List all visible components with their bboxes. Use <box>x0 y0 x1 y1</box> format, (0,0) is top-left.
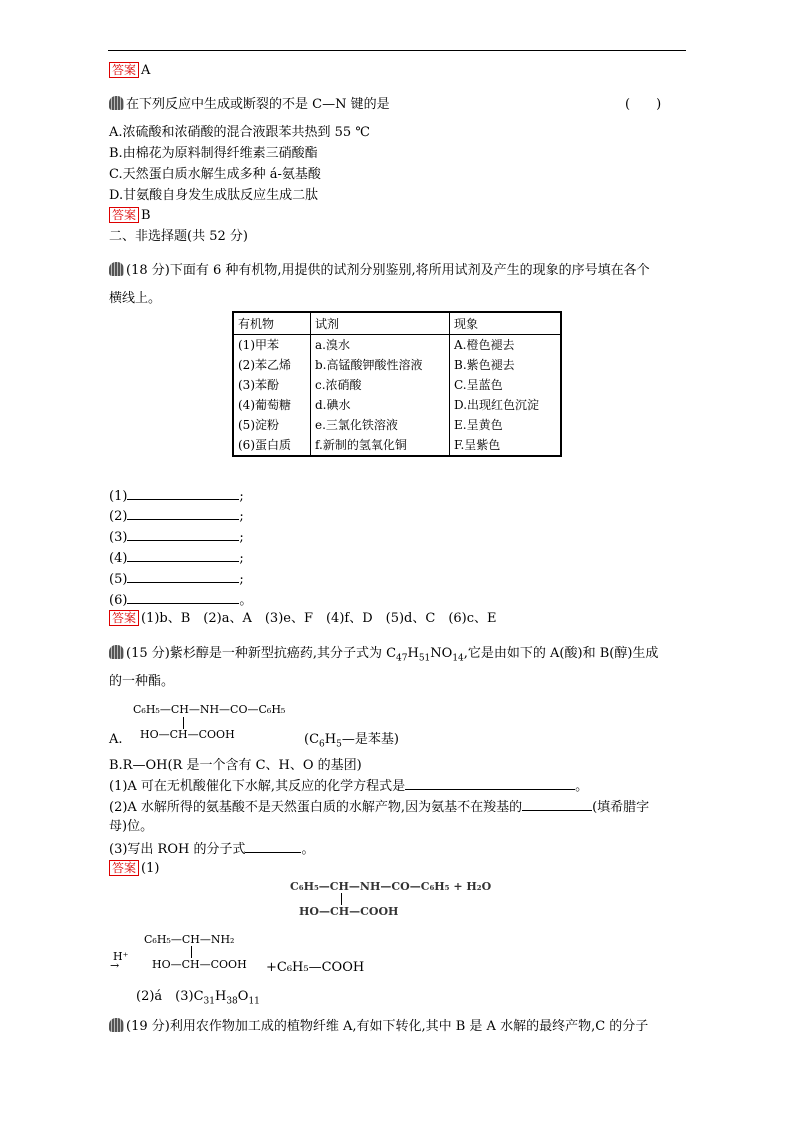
q2-answer-value: B <box>141 208 151 223</box>
question-icon <box>109 262 124 276</box>
question-icon <box>109 1018 124 1032</box>
table-cell: (5)淀粉 <box>233 415 311 435</box>
answer-tag: 答案 <box>109 207 139 223</box>
q4-answer-2-3 <box>136 988 260 1011</box>
q4-sub1 <box>109 777 588 796</box>
formula-part: H <box>214 989 227 1004</box>
q4-sub3 <box>109 840 314 859</box>
table-cell: (6)蛋白质 <box>233 435 311 456</box>
arrow-icon: → <box>110 959 120 972</box>
note-part: —是苯基) <box>341 732 399 747</box>
table-row <box>233 415 561 435</box>
table-row <box>233 435 561 456</box>
q2-option-d: D.甘氨酸自身发生成肽反应生成二肽 <box>109 188 319 203</box>
reaction-arrow-label: H⁺ <box>113 950 129 963</box>
answer-blank-5[interactable] <box>109 570 244 589</box>
header-rule <box>108 50 686 51</box>
ans-struct2-bottom: HO—CH—COOH <box>152 958 247 971</box>
blank-line[interactable] <box>405 777 575 790</box>
q1-answer <box>109 62 150 80</box>
table-cell: E.呈黄色 <box>454 418 503 432</box>
answer-blank-1[interactable] <box>109 487 244 506</box>
table-cell: b.高锰酸钾酸性溶液 <box>311 355 450 375</box>
subscript: 38 <box>226 996 238 1007</box>
q4-answer <box>109 860 159 878</box>
question-icon <box>109 645 124 659</box>
q3-answer <box>109 610 497 628</box>
table-header-row <box>233 312 561 335</box>
ans-struct1-top: C₆H₅—CH—NH—CO—C₆H₅ + H₂O <box>290 880 492 893</box>
table-cell: c.浓硝酸 <box>311 375 450 395</box>
ans-struct2-top: C₆H₅—CH—NH₂ <box>144 933 235 946</box>
q2-option-b: B.由棉花为原料制得纤维素三硝酸酯 <box>109 146 318 161</box>
phenyl-note <box>304 731 399 754</box>
table-row <box>233 375 561 395</box>
table-header-cell: 现象 <box>450 312 562 335</box>
q3-stem-text: (18 分)下面有 6 种有机物,用提供的试剂分别鉴别,将所用试剂及产生的现象的序号填在各个 <box>126 263 650 278</box>
blank-line[interactable] <box>127 549 239 562</box>
table-row <box>233 355 561 375</box>
blank-line[interactable] <box>522 798 592 811</box>
table-cell: D.出现红色沉淀 <box>454 398 540 412</box>
subscript: 31 <box>203 996 215 1007</box>
q4-answer-label: (1) <box>141 861 160 876</box>
table-header-cell: 有机物 <box>233 312 311 335</box>
q4-stem-text-end: ,它是由如下的 A(酸)和 B(醇)生成 <box>463 646 659 661</box>
blank-line[interactable] <box>127 591 239 604</box>
blank-label: (2) <box>109 509 128 524</box>
table-cell: f.新制的氢氧化铜 <box>311 435 450 456</box>
table-cell: e.三氯化铁溶液 <box>311 415 450 435</box>
blank-line[interactable] <box>127 487 239 500</box>
table-cell: (3)苯酚 <box>233 375 311 395</box>
blank-end: ; <box>239 572 244 587</box>
answer-tag: 答案 <box>109 610 139 626</box>
blank-end: ; <box>239 551 244 566</box>
q5-stem <box>109 1018 648 1036</box>
q4-sub2-text-end: (填希腊字 <box>592 800 650 815</box>
blank-end: ; <box>239 530 244 545</box>
table-header-cell: 试剂 <box>311 312 450 335</box>
option-a-label: A. <box>109 732 123 747</box>
answer-blank-3[interactable] <box>109 528 244 547</box>
blank-end: 。 <box>301 842 315 857</box>
ans-product: +C₆H₅—COOH <box>266 960 365 975</box>
formula-part: O <box>237 989 249 1004</box>
subscript: 47 <box>396 653 408 664</box>
question-icon <box>109 96 124 110</box>
table-cell: C.呈蓝色 <box>454 378 503 392</box>
q3-stem <box>109 262 650 280</box>
q2-stem <box>109 96 390 114</box>
reagent-table <box>232 311 562 457</box>
note-part: H <box>324 732 337 747</box>
q4-sub3-text: (3)写出 ROH 的分子式 <box>109 842 246 857</box>
table-cell: (1)甲苯 <box>233 335 311 356</box>
q2-answer <box>109 207 151 225</box>
blank-label: (4) <box>109 551 128 566</box>
q3-stem-line2: 横线上。 <box>109 291 162 306</box>
subscript: 11 <box>248 996 260 1007</box>
blank-label: (6) <box>109 593 128 608</box>
formula-part: H <box>407 646 419 661</box>
q2-option-a: A.浓硫酸和浓硝酸的混合液跟苯共热到 55 ℃ <box>109 125 370 140</box>
q4-sub2-line2: 母)位。 <box>109 819 154 834</box>
blank-label: (3) <box>109 530 128 545</box>
blank-line[interactable] <box>127 528 239 541</box>
q5-stem-text: (19 分)利用农作物加工成的植物纤维 A,有如下转化,其中 B 是 A 水解的最终产物,C 的分子 <box>126 1019 649 1034</box>
q2-paren: ( ) <box>625 97 662 112</box>
table-cell: a.溴水 <box>311 335 450 356</box>
blank-end: 。 <box>575 779 589 794</box>
blank-label: (5) <box>109 572 128 587</box>
answer-part: (2)á (3)C <box>136 989 204 1004</box>
section-heading: 二、非选择题(共 52 分) <box>109 229 248 244</box>
subscript: 51 <box>418 653 431 664</box>
blank-end: ; <box>239 509 244 524</box>
struct-a-top: C₆H₅—CH—NH—CO—C₆H₅ <box>133 703 286 716</box>
note-part: (C <box>304 732 320 747</box>
subscript: 6 <box>319 739 325 750</box>
q3-answer-value: (1)b、B (2)a、A (3)e、F (4)f、D (5)d、C (6)c、E <box>141 611 497 626</box>
table-cell: F.呈紫色 <box>454 438 501 452</box>
q4-sub2-text: (2)A 水解所得的氨基酸不是天然蛋白质的水解产物,因为氨基不在羧基的 <box>109 800 523 815</box>
table-cell: (2)苯乙烯 <box>233 355 311 375</box>
blank-end: ; <box>239 489 244 504</box>
table-cell: (4)葡萄糖 <box>233 395 311 415</box>
struct-a-bottom: HO—CH—COOH <box>140 728 235 741</box>
option-b: B.R—OH(R 是一个含有 C、H、O 的基团) <box>109 758 362 773</box>
blank-line[interactable] <box>245 840 301 853</box>
q1-answer-value: A <box>141 63 151 78</box>
answer-blank-6[interactable] <box>109 591 252 610</box>
struct-bond <box>191 946 192 958</box>
blank-label: (1) <box>109 489 128 504</box>
blank-line[interactable] <box>127 570 239 583</box>
q4-stem <box>109 645 658 668</box>
answer-blank-2[interactable] <box>109 507 244 526</box>
table-cell: A.橙色褪去 <box>454 338 515 352</box>
q4-stem-line2: 的一种酯。 <box>109 674 175 689</box>
struct-bond <box>341 893 342 905</box>
answer-blank-4[interactable] <box>109 549 244 568</box>
q2-option-c: C.天然蛋白质水解生成多种 á-氨基酸 <box>109 167 321 182</box>
q4-sub2 <box>109 798 649 817</box>
subscript: 14 <box>452 653 464 664</box>
answer-tag: 答案 <box>109 62 139 78</box>
table-cell: B.紫色褪去 <box>454 358 515 372</box>
blank-line[interactable] <box>127 507 239 520</box>
blank-end: 。 <box>239 593 253 608</box>
table-row <box>233 335 561 356</box>
answer-tag: 答案 <box>109 860 139 876</box>
q4-stem-text: (15 分)紫杉醇是一种新型抗癌药,其分子式为 C <box>126 646 397 661</box>
ans-struct1-bottom: HO—CH—COOH <box>299 905 399 918</box>
formula-part: NO <box>430 646 453 661</box>
q4-sub1-text: (1)A 可在无机酸催化下水解,其反应的化学方程式是 <box>109 779 406 794</box>
table-row <box>233 395 561 415</box>
subscript: 5 <box>336 739 342 750</box>
q2-stem-text: 在下列反应中生成或断裂的不是 C—N 键的是 <box>126 97 390 112</box>
table-cell: d.碘水 <box>311 395 450 415</box>
